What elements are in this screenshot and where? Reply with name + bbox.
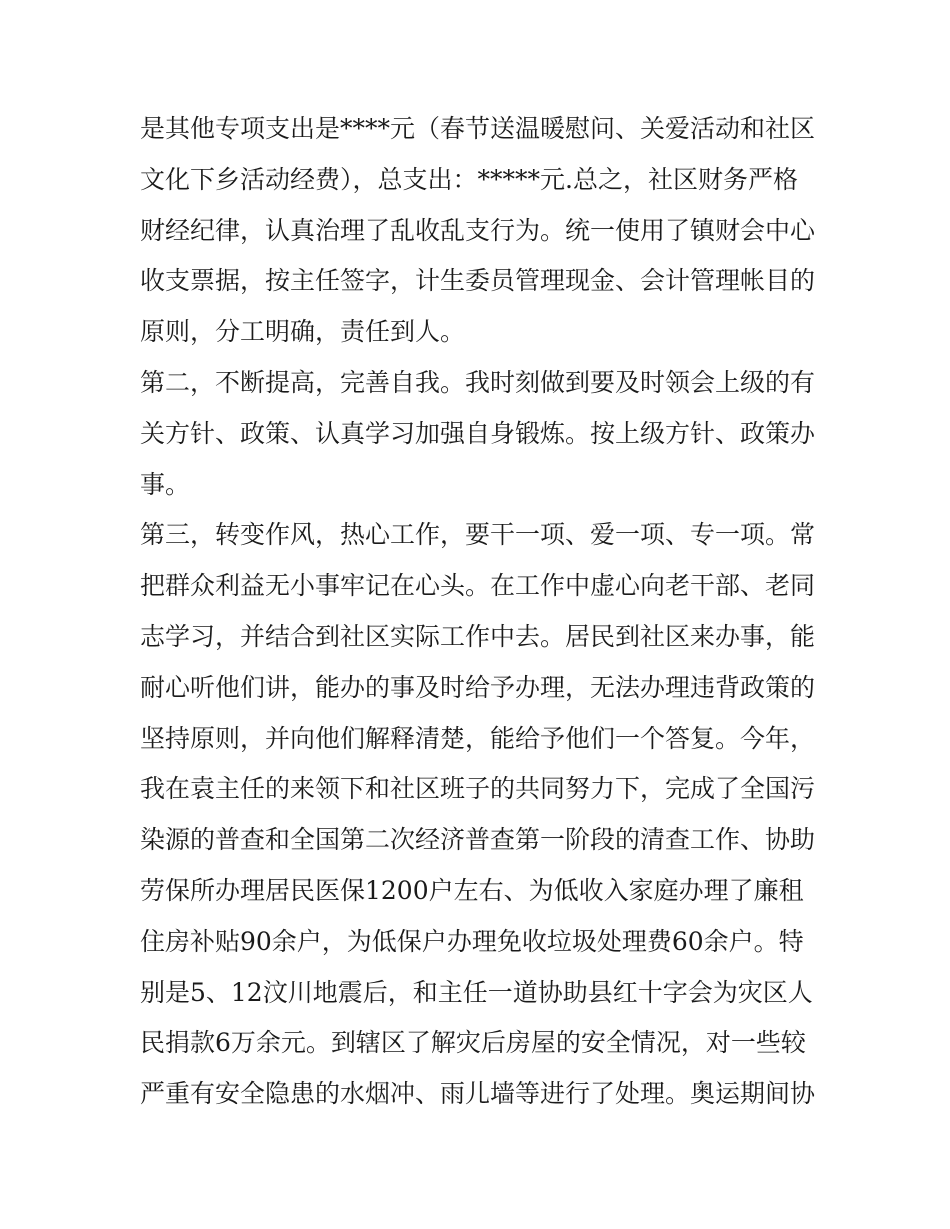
text-line: 别是5、12汶川地震后，和主任一道协助县红十字会为灾区人 [140,977,813,1007]
text-line: 文化下乡活动经费），总支出：*****元.总之，社区财务严格 [140,164,798,194]
text-line: 染源的普查和全国第二次经济普查第一阶段的清查工作、协助 [140,825,816,855]
text-line: 把群众利益无小事牢记在心头。在工作中虚心向老干部、老同 [140,571,816,601]
text-line: 我在袁主任的来领下和社区班子的共同努力下，完成了全国污 [140,774,816,804]
text-line: 关方针、政策、认真学习加强自身锻炼。按上级方针、政策办 [140,418,816,448]
text-line: 住房补贴90余户，为低保户办理免收垃圾处理费60余户。特 [140,926,804,956]
text-line: 劳保所办理居民医保1200户左右、为低收入家庭办理了廉租 [140,875,804,905]
text-line: 志学习，并结合到社区实际工作中去。居民到社区来办事，能 [140,621,816,651]
text-line: 是其他专项支出是****元（春节送温暖慰问、关爱活动和社区 [140,114,816,143]
text-line: 第二，不断提高，完善自我。我时刻做到要及时领会上级的有 [140,367,816,397]
text-line: 收支票据，按主任签字，计生委员管理现金、会计管理帐目的 [140,266,816,296]
text-line: 第三，转变作风，热心工作，要干一项、爱一项、专一项。常 [140,520,816,550]
text-line: 事。 [140,469,191,499]
text-line: 坚持原则，并向他们解释清楚，能给予他们一个答复。今年， [140,723,816,753]
body-text [140,104,820,1120]
text-line: 原则，分工明确，责任到人。 [140,317,466,347]
text-line: 财经纪律，认真治理了乱收乱支行为。统一使用了镇财会中心 [140,215,816,245]
text-line: 严重有安全隐患的水烟冲、雨儿墙等进行了处理。奥运期间协 [140,1079,816,1109]
text-line: 民捐款6万余元。到辖区了解灾后房屋的安全情况，对一些较 [140,1028,806,1058]
text-line: 耐心听他们讲，能办的事及时给予办理，无法办理违背政策的 [140,672,816,702]
